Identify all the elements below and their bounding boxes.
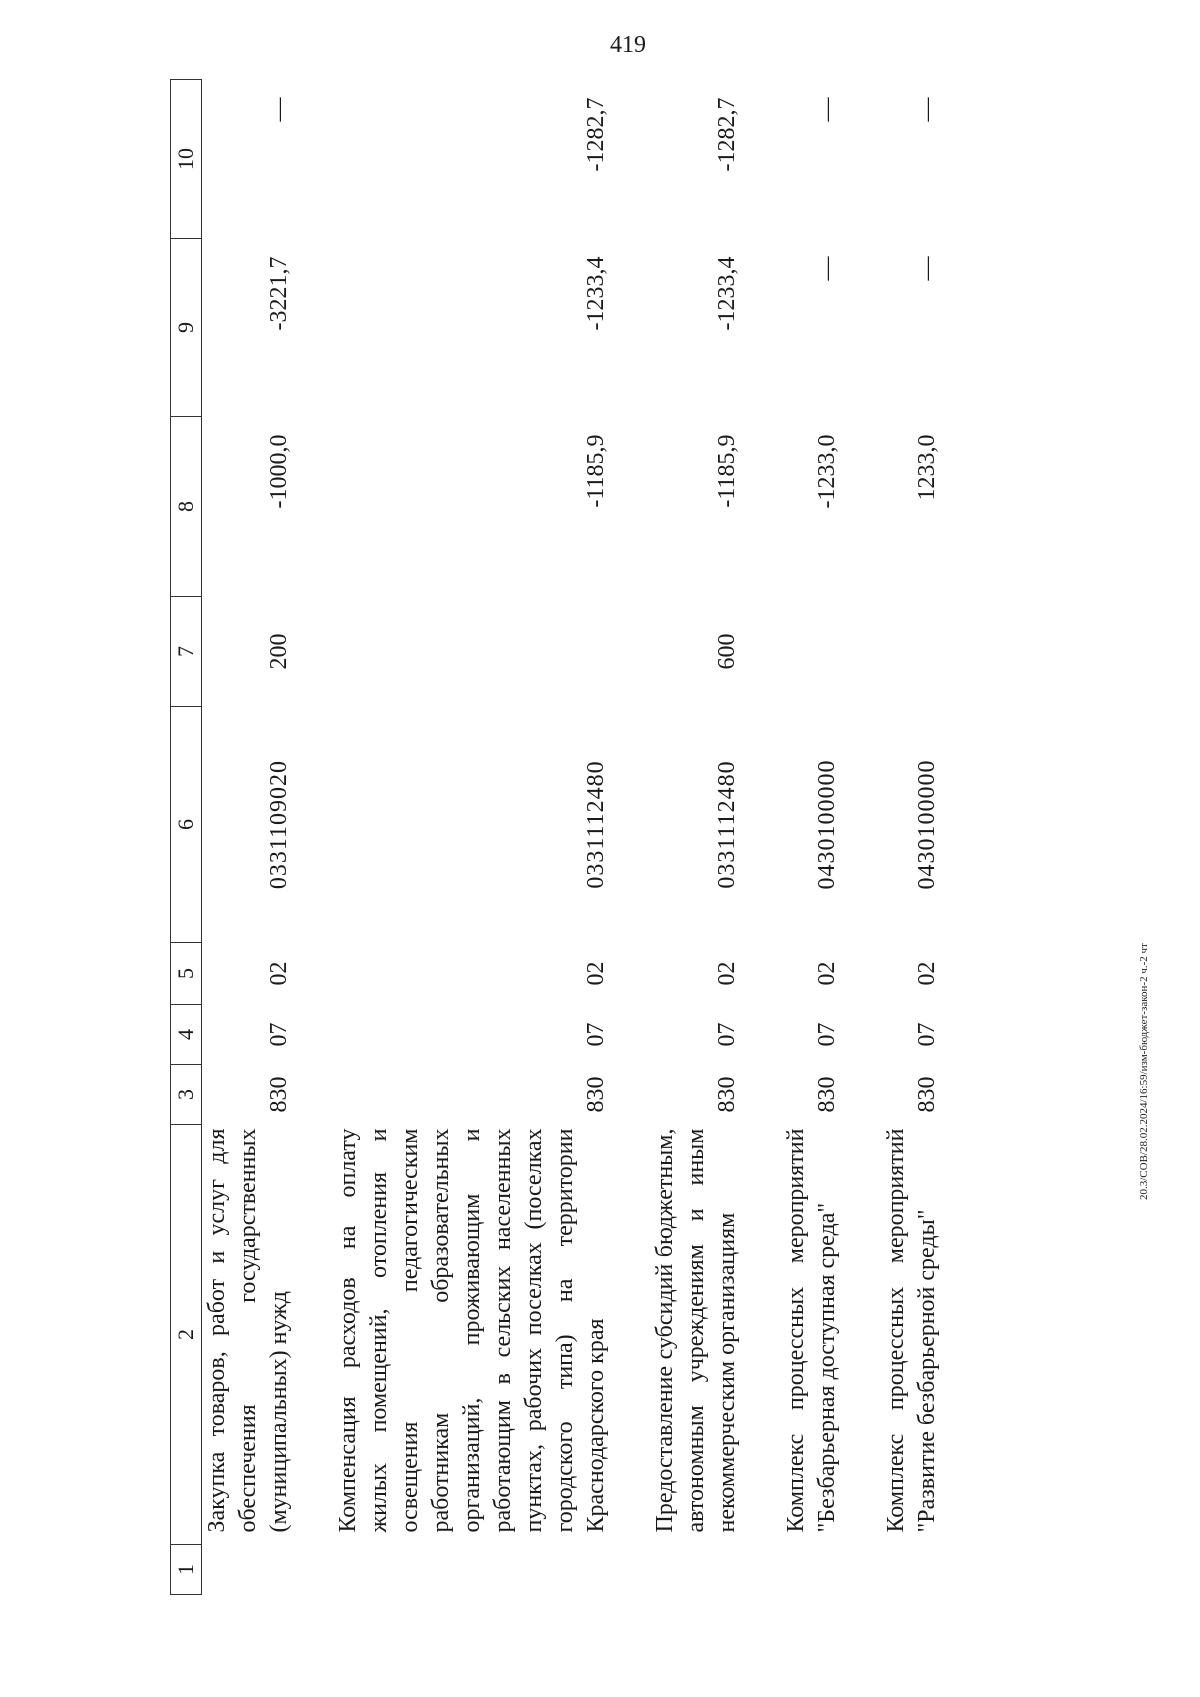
amount-col9-cell: -1233,4	[714, 256, 740, 331]
amount-col10-cell: -1282,7	[583, 97, 609, 172]
subsection-code-cell: 02	[714, 961, 740, 986]
subsection-code-cell: 02	[266, 961, 292, 986]
row-number-cell	[202, 1545, 296, 1595]
table-header	[171, 80, 202, 1595]
amount-col10-cell: -1282,7	[714, 97, 740, 172]
section-code-cell: 07	[583, 1022, 609, 1047]
target-article-cell: 0331109020	[266, 759, 292, 890]
row-name-cell: Комплекс процессных мероприятий "Развитие безбарьерной среды"	[883, 1128, 940, 1533]
ministry-code-cell: 830	[266, 1076, 292, 1113]
row-name-cell: Предоставление субсидий бюджетным, автономным учреждениям и иным некоммерческим организациям	[652, 1128, 740, 1533]
subsection-code-cell: 02	[814, 961, 840, 986]
amount-col8-cell: -1185,9	[583, 434, 609, 508]
expense-type-cell	[333, 597, 612, 707]
section-code-cell: 07	[814, 1022, 840, 1047]
row-name-cell: Закупка товаров, работ и услуг для обеспечения государственных (муниципальных) нужд	[204, 1128, 292, 1533]
amount-col8-cell: -1000,0	[266, 434, 292, 509]
rotated-table-container	[170, 80, 1200, 1595]
header-col-7: 7	[171, 597, 202, 707]
expense-type-cell	[781, 597, 843, 707]
header-col-1: 1	[171, 1545, 202, 1595]
section-code-cell: 07	[914, 1022, 940, 1047]
ministry-code-cell: 830	[914, 1076, 940, 1113]
ministry-code-cell: 830	[583, 1076, 609, 1113]
table-row	[881, 80, 943, 1595]
table-row	[333, 80, 612, 1595]
subsection-code-cell: 02	[583, 961, 609, 986]
header-col-10: 10	[171, 80, 202, 239]
expense-type-cell	[881, 597, 943, 707]
row-number-cell	[333, 1545, 612, 1595]
header-col-5: 5	[171, 943, 202, 1005]
row-number-cell	[650, 1545, 743, 1595]
amount-col9-cell: —	[914, 256, 940, 281]
ministry-code-cell: 830	[714, 1076, 740, 1113]
row-spacer	[612, 80, 650, 1595]
amount-col10-cell: —	[266, 97, 292, 122]
row-name-cell: Компенсация расходов на оплату жилых помещений, отопления и освещения педагогическим работникам образовательных организаций, проживающим и работающим в сельских населенных пунктах, рабочих поселках (поселках городского типа) на территории Краснодарского края	[335, 1128, 609, 1533]
row-number-cell	[881, 1545, 943, 1595]
target-article-cell: 0430100000	[814, 759, 840, 890]
target-article-cell: 0430100000	[914, 759, 940, 890]
header-col-8: 8	[171, 417, 202, 597]
header-col-9: 9	[171, 239, 202, 417]
header-col-4: 4	[171, 1005, 202, 1065]
row-name-cell: Комплекс процессных мероприятий "Безбарьерная доступная среда"	[783, 1128, 840, 1533]
header-row	[171, 80, 202, 1595]
table-body	[202, 80, 944, 1595]
header-col-3: 3	[171, 1065, 202, 1125]
row-spacer	[295, 80, 333, 1595]
row-spacer	[743, 80, 781, 1595]
amount-col9-cell: —	[814, 256, 840, 281]
subsection-code-cell: 02	[914, 961, 940, 986]
section-code-cell: 07	[266, 1022, 292, 1047]
footer-document-code: 20.3/СОВ/28.02.2024/16:59/изм-бюджет-закон-2 ч.-2 чт	[1138, 943, 1150, 1200]
expense-type-cell: 200	[266, 633, 292, 670]
row-number-cell	[781, 1545, 843, 1595]
row-spacer	[843, 80, 881, 1595]
table-row	[650, 80, 743, 1595]
page-number: 419	[610, 32, 646, 58]
budget-table	[170, 79, 943, 1595]
amount-col10-cell: —	[814, 97, 840, 122]
section-code-cell: 07	[714, 1022, 740, 1047]
amount-col9-cell: -3221,7	[266, 256, 292, 331]
amount-col8-cell: -1233,0	[814, 434, 840, 509]
amount-col8-cell: -1185,9	[714, 434, 740, 508]
target-article-cell: 0331112480	[714, 760, 740, 889]
amount-col9-cell: -1233,4	[583, 256, 609, 331]
expense-type-cell: 600	[714, 633, 740, 670]
table-row	[202, 80, 296, 1595]
amount-col10-cell: —	[914, 97, 940, 122]
table-row	[781, 80, 843, 1595]
header-col-6: 6	[171, 707, 202, 943]
ministry-code-cell: 830	[814, 1076, 840, 1113]
header-col-2: 2	[171, 1125, 202, 1545]
amount-col8-cell: 1233,0	[914, 434, 940, 501]
target-article-cell: 0331112480	[583, 760, 609, 889]
